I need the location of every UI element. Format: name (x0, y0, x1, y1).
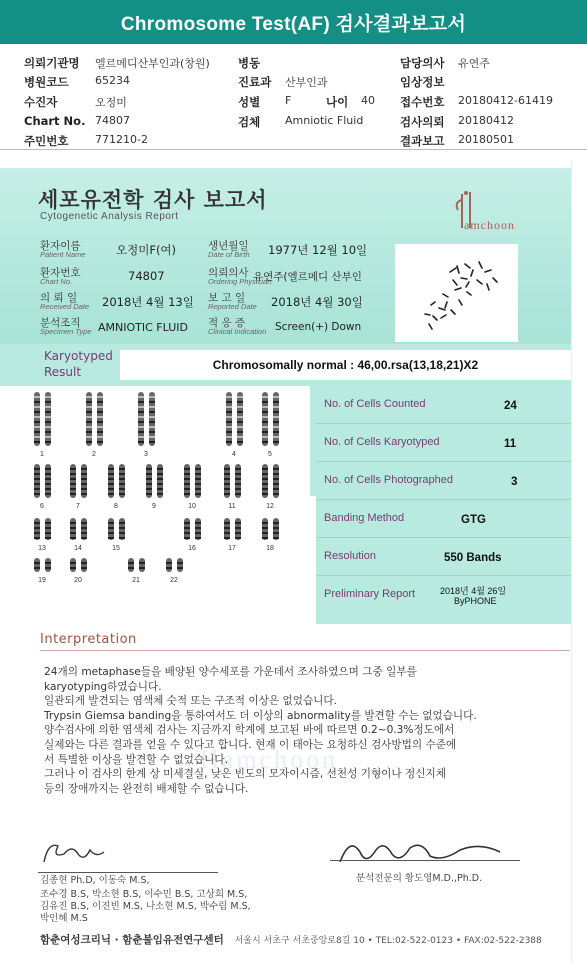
stat-label: No. of Cells Counted (324, 398, 426, 410)
dept-label: 진료과 (238, 75, 272, 89)
signature-right (330, 832, 530, 874)
chromosome-number: 18 (266, 545, 274, 552)
chromosome-number: 12 (266, 503, 274, 510)
field-ind-k: 적 응 증 (208, 317, 246, 329)
stat-value2: ByPHONE (454, 596, 497, 606)
stat-label: Preliminary Report (324, 588, 416, 600)
interpretation-line: 일관되게 발견되는 염색체 숫적 또는 구조적 이상은 없었습니다. (44, 695, 338, 708)
field-dob-v: 1977년 12월 10일 (268, 243, 368, 257)
report-teal-area (0, 168, 571, 606)
karyogram-image (0, 386, 310, 624)
chromosome-number: 7 (76, 503, 80, 510)
chromosome-number: 8 (114, 503, 118, 510)
chromosome-pair-21 (128, 558, 145, 584)
staff-line-3: 김유진 B.S, 이진빈 M.S, 나소현 M.S, 박수림 M.S, (40, 901, 251, 912)
age-value: 40 (361, 94, 375, 107)
chromosome-number: 22 (170, 577, 178, 584)
field-dob-k: 생년월일 (208, 240, 249, 252)
chromosome-pair-2 (86, 392, 103, 458)
stat-label: No. of Cells Photographed (324, 474, 454, 486)
field-ind-e: Clinical Indication (208, 327, 267, 336)
patient-info-header (0, 46, 587, 150)
stat-value: GTG (461, 514, 486, 526)
staff-line-2: 조수경 B.S, 박소현 B.S, 이수민 B.S, 고상희 M.S, (40, 889, 248, 900)
chromosome-pair-17 (224, 518, 241, 552)
field-spec-e: Specimen Type (40, 327, 92, 336)
request-label: 검사의뢰 (400, 115, 445, 129)
field-spec-v: AMNIOTIC FLUID (98, 321, 188, 334)
field-ind-v: Screen(+) Down (275, 321, 362, 333)
field-name-k: 환자이름 (40, 240, 81, 252)
sex-value: F (285, 94, 292, 107)
stat-row-cells-photographed (316, 462, 571, 500)
chromosome-number: 21 (132, 577, 140, 584)
watermark: Hamchoon (200, 745, 339, 774)
specimen-value: Amniotic Fluid (285, 114, 364, 127)
chromosome-number: 10 (188, 503, 196, 510)
doctor-value: 유연주 (458, 57, 490, 70)
chromosome-number: 1 (40, 451, 44, 458)
stat-row-banding-method (316, 500, 571, 538)
footer-org: 함춘여성크리닉 · 함춘불임유전연구센터 (40, 934, 224, 946)
field-phys-e: Ordering Physician (208, 277, 272, 286)
specimen-label: 검체 (238, 115, 261, 129)
field-name-e: Patient Name (40, 250, 86, 259)
rrn-label: 주민번호 (24, 134, 69, 148)
stat-row-cells-counted (316, 386, 571, 424)
chromosome-number: 5 (268, 451, 272, 458)
field-chart-k: 환자번호 (40, 267, 81, 279)
chromosome-number: 15 (112, 545, 120, 552)
chart-no-label: Chart No. (24, 114, 86, 128)
chromosome-pair-11 (224, 464, 241, 510)
karyotype-result: Chromosomally normal : 46,00.rsa(13,18,21)X2 (120, 350, 571, 380)
field-recv-v: 2018년 4월 13일 (102, 295, 194, 309)
chromosome-number: 19 (38, 577, 46, 584)
result-label-line2: Result (44, 365, 82, 379)
page-edge (571, 160, 587, 963)
sex-label: 성별 (238, 95, 261, 109)
field-name-v: 오정미F(여) (116, 243, 177, 257)
chromosome-pair-3 (138, 392, 155, 458)
chromosome-pair-22 (166, 558, 183, 584)
request-value: 20180412 (458, 114, 514, 127)
interpretation-line: karyotyping하였습니다. (44, 680, 162, 693)
chromosome-pair-16 (184, 518, 201, 552)
chromosome-pair-4 (226, 392, 243, 458)
ward-label: 병동 (238, 56, 261, 70)
field-rep-v: 2018년 4월 30일 (271, 295, 363, 309)
chromosome-number: 16 (188, 545, 196, 552)
chromosome-number: 20 (74, 577, 82, 584)
chromosome-pair-19 (34, 558, 51, 584)
staff-line-4: 박인혜 M.S (40, 913, 88, 924)
chart-no-value: 74807 (95, 114, 130, 127)
interpretation-line: Trypsin Giemsa banding을 통하여서도 더 이상의 abnormality를 발견할 수는 없었습니다. (44, 709, 477, 722)
karyotyped-result-label (44, 348, 113, 380)
report-korean-title: 세포유전학 검사 보고서 (38, 188, 268, 212)
chromosome-pair-14 (70, 518, 87, 552)
divider (40, 650, 570, 651)
chromosome-number: 2 (92, 451, 96, 458)
chromosome-pair-5 (262, 392, 279, 458)
field-recv-e: Received Date (40, 302, 90, 311)
interpretation-line: 서 특별한 이상을 발견할 수 없었습니다. (44, 753, 228, 766)
chromosome-number: 11 (228, 503, 236, 510)
chromosome-pair-8 (108, 464, 125, 510)
result-label-line1: Karyotyped (44, 349, 113, 363)
report-footer (40, 932, 570, 948)
stat-value: 550 Bands (444, 552, 502, 564)
report-header-section (0, 168, 571, 344)
interpretation-heading: Interpretation (40, 632, 137, 647)
clinical-label: 임상정보 (400, 75, 445, 89)
field-spec-k: 분석조직 (40, 317, 81, 329)
cytogenetic-report (0, 160, 587, 963)
stat-label: Resolution (324, 550, 376, 562)
logo-text: amchoon (464, 218, 515, 232)
stat-row-cells-karyotyped (316, 424, 571, 462)
stat-value: 3 (511, 476, 518, 488)
report-english-subtitle: Cytogenetic Analysis Report (40, 211, 179, 222)
doctor-label: 담당의사 (400, 56, 445, 70)
report-date-label: 결과보고 (400, 134, 445, 148)
interpretation-line: 24개의 metaphase들을 배양된 양수세포를 가운데서 조사하였으며 그중 일부를 (44, 666, 417, 678)
patient-label: 수진자 (24, 95, 58, 109)
report-date-value: 20180501 (458, 133, 514, 146)
field-chart-e: Chart No. (40, 277, 73, 286)
chromosome-pair-12 (262, 464, 279, 510)
analysis-stats-panel (316, 386, 571, 624)
staff-line-1: 김종현 Ph.D, 이동숙 M.S, (40, 875, 150, 886)
field-rep-k: 보 고 일 (208, 292, 246, 304)
interpretation-line: 그러나 이 검사의 한계 상 미세결실, 낮은 빈도의 모자이시즘, 선천성 기형이나 정신지체 (44, 768, 446, 781)
signature-left (38, 832, 218, 872)
chromosome-pair-6 (34, 464, 51, 510)
chromosome-pair-18 (262, 518, 279, 552)
stat-row-resolution (316, 538, 571, 576)
receipt-label: 접수번호 (400, 95, 445, 109)
dept-value: 산부인과 (285, 76, 328, 89)
field-recv-k: 의 뢰 일 (40, 292, 78, 304)
interpretation-line: 등의 장애까지는 완전히 배제할 수 없습니다. (44, 782, 249, 795)
chromosome-number: 17 (228, 545, 236, 552)
field-dob-e: Date of Birth (208, 250, 250, 259)
stat-label: Banding Method (324, 512, 405, 524)
hospital-label: 의뢰기관명 (24, 56, 80, 70)
interpretation-line: 양수검사에 의한 염색체 검사는 지금까지 학계에 보고된 바에 따르면 0.2~0.3%정도에서 (44, 724, 455, 737)
hosp-code-value: 65234 (95, 74, 130, 87)
chromosome-pair-20 (70, 558, 87, 584)
chromosome-pair-7 (70, 464, 87, 510)
chromosome-number: 14 (74, 545, 82, 552)
report-title: Chromosome Test(AF) 검사결과보고서 (120, 13, 467, 35)
chromosome-number: 13 (38, 545, 46, 552)
stat-label: No. of Cells Karyotyped (324, 436, 440, 448)
metaphase-spread-photo (395, 244, 518, 342)
chromosome-number: 4 (232, 451, 236, 458)
chromosome-number: 3 (144, 451, 148, 458)
stat-value: 11 (504, 438, 517, 450)
sign-line-right (330, 860, 520, 861)
hospital-value: 엘르메디산부인과(창원) (95, 57, 210, 70)
field-chart-v: 74807 (128, 269, 165, 283)
report-title-bar (0, 0, 587, 44)
patient-value: 오정미 (95, 96, 127, 109)
field-phys-k: 의뢰의사 (208, 267, 249, 279)
interpretation-line: 실제와는 다른 결과를 얻을 수 있다고 합니다. 현재 이 태아는 요청하신 검사방법의 수준에 (44, 738, 457, 751)
stat-value: 24 (504, 400, 517, 412)
receipt-value: 20180412-61419 (458, 94, 553, 107)
chromosome-pair-9 (146, 464, 163, 510)
chromosome-pair-10 (184, 464, 201, 510)
rrn-value: 771210-2 (95, 133, 148, 146)
interpretation-text (44, 665, 564, 796)
stat-value: 2018년 4월 26일 (440, 586, 507, 596)
chromosome-pair-1 (34, 392, 51, 458)
field-phys-v: 유연주(엘르메디 산부인 (253, 271, 362, 283)
specialist-signature-label: 분석전문의 황도영M.D.,Ph.D. (356, 873, 483, 884)
chromosome-number: 6 (40, 503, 44, 510)
chromosome-pair-15 (108, 518, 125, 552)
hosp-code-label: 병원코드 (24, 75, 69, 89)
chromosome-number: 9 (152, 503, 156, 510)
footer-address: 서울시 서초구 서초중앙로8길 10 • TEL:02-522-0123 • FAX:02-522-2388 (234, 936, 542, 946)
chromosome-pair-13 (34, 518, 51, 552)
field-rep-e: Reported Date (208, 302, 257, 311)
stat-row-preliminary-report (316, 576, 571, 624)
age-label: 나이 (326, 95, 349, 109)
